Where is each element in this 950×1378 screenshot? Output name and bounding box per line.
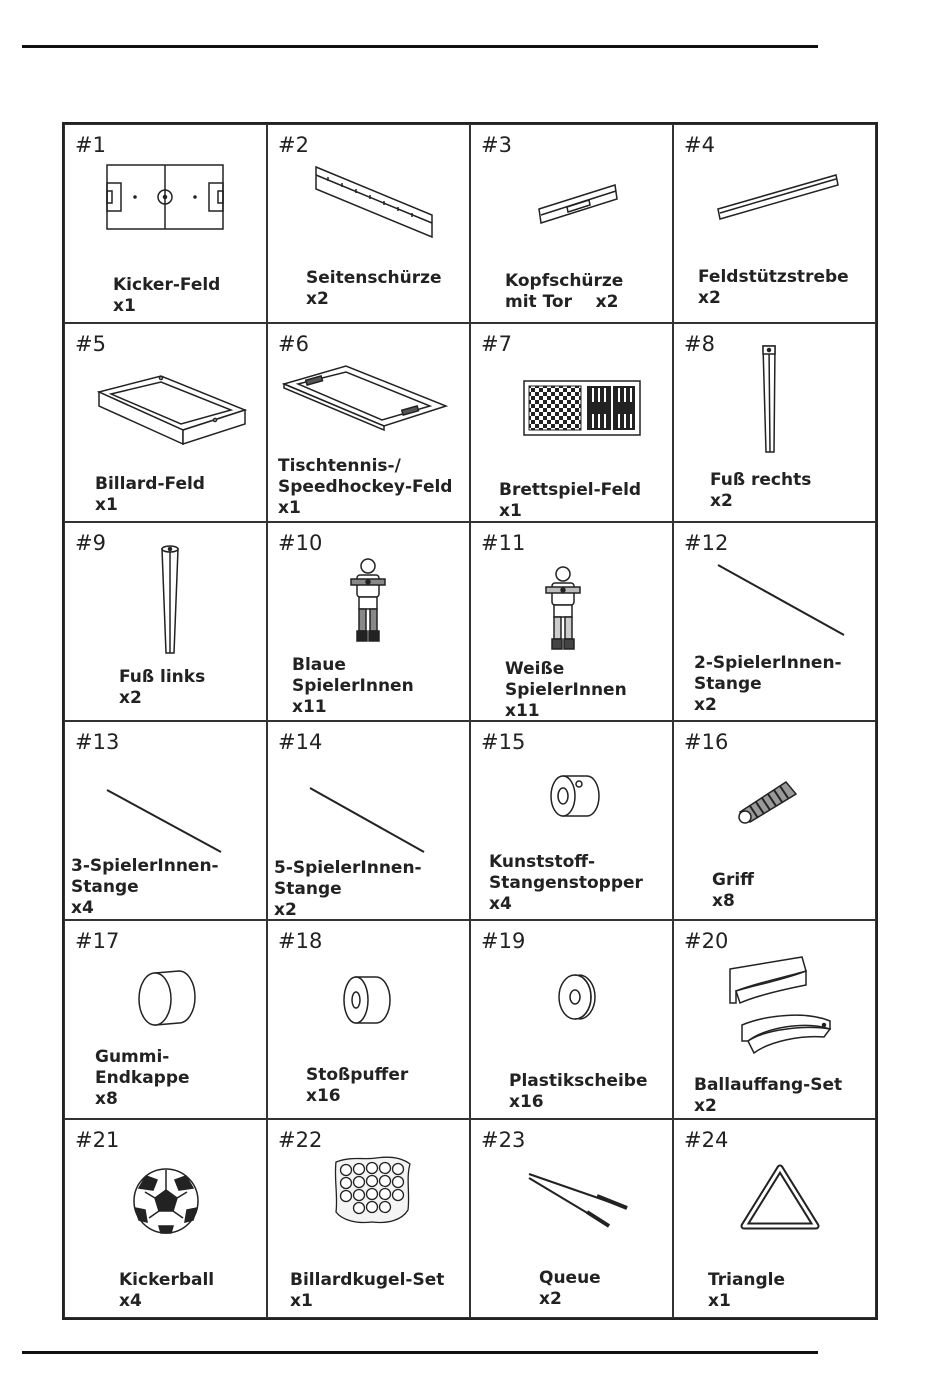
- part-cell-9: [64, 522, 267, 721]
- part-cell-14: [267, 721, 470, 920]
- part-label: Plastikscheibe x16: [509, 1071, 648, 1112]
- part-cell-24: [673, 1119, 876, 1318]
- parts-list-grid: [62, 122, 878, 1320]
- part-label: 5-SpielerInnen- Stange x2: [274, 858, 422, 920]
- part-label: Fuß links x2: [119, 667, 206, 708]
- part-cell-5: [64, 323, 267, 522]
- part-number: #22: [278, 1128, 323, 1152]
- rod-2-icon: [716, 563, 846, 639]
- part-number: #21: [75, 1128, 120, 1152]
- table-tennis-hockey-field-icon: [282, 364, 448, 430]
- part-number: #14: [278, 730, 323, 754]
- part-label: Feldstützstrebe x2: [698, 267, 849, 308]
- part-number: #19: [481, 929, 526, 953]
- part-number: #5: [75, 332, 106, 356]
- part-label: Stoßpuffer x16: [306, 1065, 409, 1106]
- part-cell-7: [470, 323, 673, 522]
- right-leg-icon: [760, 344, 780, 456]
- part-number: #20: [684, 929, 729, 953]
- part-cell-11: [470, 522, 673, 721]
- part-label: Kicker-Feld x1: [113, 275, 221, 316]
- soccer-ball-icon: [131, 1166, 201, 1236]
- part-cell-4: [673, 124, 876, 323]
- part-label: Kunststoff- Stangenstopper x4: [489, 852, 643, 914]
- part-number: #11: [481, 531, 526, 555]
- part-cell-10: [267, 522, 470, 721]
- rod-3-icon: [105, 788, 223, 856]
- part-cell-15: [470, 721, 673, 920]
- part-label: Triangle x1: [708, 1270, 786, 1311]
- part-number: #17: [75, 929, 120, 953]
- part-label: Gummi- Endkappe x8: [95, 1047, 190, 1109]
- part-cell-6: [267, 323, 470, 522]
- part-label: Griff x8: [712, 870, 754, 911]
- foosball-field-icon: [105, 163, 225, 231]
- part-cell-8: [673, 323, 876, 522]
- part-cell-16: [673, 721, 876, 920]
- part-cell-17: [64, 920, 267, 1119]
- part-label: Blaue SpielerInnen x11: [292, 655, 414, 717]
- head-apron-icon: [537, 181, 621, 227]
- part-cell-23: [470, 1119, 673, 1318]
- board-game-field-icon: [523, 380, 641, 436]
- rod-stopper-icon: [549, 772, 601, 820]
- handle-grip-icon: [736, 778, 800, 824]
- part-label: Queue x2: [539, 1268, 601, 1309]
- white-player-icon: [545, 565, 581, 653]
- part-cell-19: [470, 920, 673, 1119]
- part-label: 3-SpielerInnen- Stange x4: [71, 856, 219, 918]
- part-number: #2: [278, 133, 309, 157]
- side-apron-icon: [314, 165, 434, 240]
- part-cell-18: [267, 920, 470, 1119]
- part-cell-20: [673, 920, 876, 1119]
- part-label: Weiße SpielerInnen x11: [505, 659, 627, 721]
- part-number: #12: [684, 531, 729, 555]
- ball-return-set-icon: [726, 955, 836, 1059]
- part-cell-3: [470, 124, 673, 323]
- left-leg-icon: [159, 545, 181, 657]
- part-number: #8: [684, 332, 715, 356]
- billiard-field-icon: [97, 374, 247, 449]
- part-number: #13: [75, 730, 120, 754]
- bottom-rule: [22, 1351, 818, 1354]
- part-label: Kopfschürze mit Tor x2: [505, 271, 624, 312]
- part-cell-12: [673, 522, 876, 721]
- part-label: Fuß rechts x2: [710, 470, 812, 511]
- part-number: #18: [278, 929, 323, 953]
- part-cell-21: [64, 1119, 267, 1318]
- part-label: Tischtennis-/ Speedhockey-Feld x1: [278, 456, 453, 518]
- support-strut-icon: [716, 173, 840, 225]
- part-label: Seitenschürze x2: [306, 268, 442, 309]
- triangle-rack-icon: [740, 1164, 820, 1234]
- part-label: Billardkugel-Set x1: [290, 1270, 445, 1311]
- part-number: #15: [481, 730, 526, 754]
- rubber-end-cap-icon: [137, 967, 199, 1029]
- part-label: 2-SpielerInnen- Stange x2: [694, 653, 842, 715]
- part-number: #16: [684, 730, 729, 754]
- part-number: #10: [278, 531, 323, 555]
- part-number: #7: [481, 332, 512, 356]
- part-number: #3: [481, 133, 512, 157]
- top-rule: [22, 45, 818, 48]
- part-number: #1: [75, 133, 106, 157]
- blue-player-icon: [350, 557, 386, 645]
- rod-5-icon: [308, 786, 428, 856]
- part-number: #6: [278, 332, 309, 356]
- part-number: #24: [684, 1128, 729, 1152]
- bumper-icon: [342, 973, 392, 1027]
- part-cell-1: [64, 124, 267, 323]
- part-number: #9: [75, 531, 106, 555]
- part-cell-13: [64, 721, 267, 920]
- plastic-washer-icon: [557, 973, 597, 1021]
- part-cell-22: [267, 1119, 470, 1318]
- part-label: Kickerball x4: [119, 1270, 215, 1311]
- part-label: Brettspiel-Feld x1: [499, 480, 642, 521]
- part-cell-2: [267, 124, 470, 323]
- part-number: #23: [481, 1128, 526, 1152]
- cue-sticks-icon: [527, 1172, 631, 1230]
- part-label: Billard-Feld x1: [95, 474, 205, 515]
- part-number: #4: [684, 133, 715, 157]
- billiard-ball-set-icon: [332, 1154, 412, 1228]
- part-label: Ballauffang-Set x2: [694, 1075, 843, 1116]
